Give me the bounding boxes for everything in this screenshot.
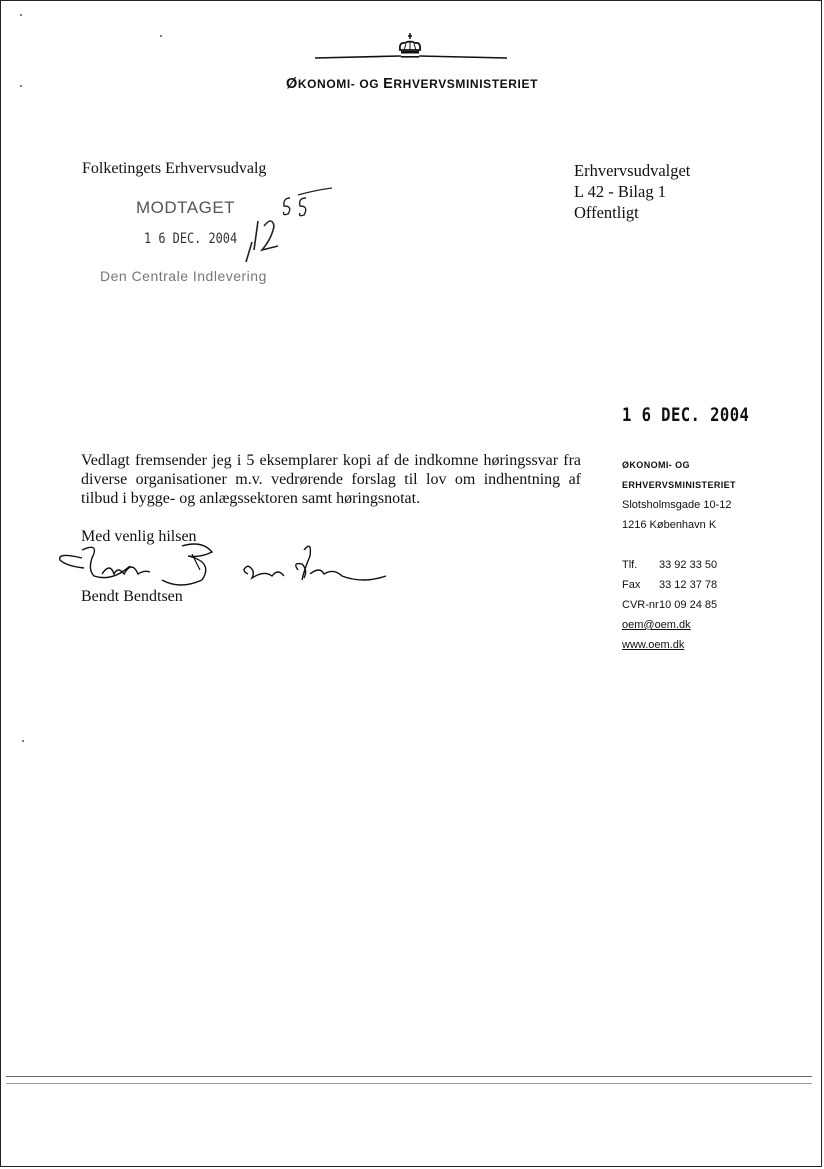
- received-stamp-date: 1 6 DEC. 2004: [144, 231, 238, 247]
- handwritten-time-mark-icon: [238, 186, 338, 266]
- sender-cvr-row: [622, 595, 736, 615]
- sender-phone-row: [622, 555, 736, 575]
- sender-org-line1: ØKONOMI- OG: [622, 460, 690, 470]
- scan-speck: [22, 740, 24, 742]
- phone-label: Tlf.: [622, 559, 638, 571]
- scan-speck: [20, 14, 22, 16]
- sender-address-city: 1216 København K: [622, 519, 717, 531]
- reference-bill: L 42 - Bilag 1: [574, 182, 666, 201]
- signer-name: Bendt Bendtsen: [81, 588, 183, 605]
- date-stamp: 1 6 DEC. 2004: [622, 404, 750, 426]
- crown-crest-icon: [305, 30, 515, 72]
- sender-fax-row: [622, 575, 736, 595]
- reference-status: Offentligt: [574, 203, 639, 222]
- recipient-name: Folketingets Erhvervsudvalg: [82, 160, 267, 177]
- sender-address-street: Slotsholmsgade 10-12: [622, 499, 732, 511]
- sender-info: [622, 455, 736, 655]
- sender-web-link[interactable]: www.oem.dk: [622, 639, 685, 651]
- received-stamp-department: Den Centrale Indlevering: [100, 268, 267, 284]
- phone-value: 33 92 33 50: [659, 559, 718, 571]
- closing-salutation: Med venlig hilsen: [81, 528, 197, 545]
- ministry-letterhead-title: ØKONOMI- OG ERHVERVSMINISTERIET: [285, 76, 539, 92]
- sender-email-link[interactable]: oem@oem.dk: [622, 619, 691, 631]
- reference-committee: Erhvervsudvalget: [574, 161, 691, 180]
- reference-block: [574, 160, 690, 223]
- sender-org-line2: ERHVERVSMINISTERIET: [622, 480, 736, 490]
- sender-spacer: [622, 535, 736, 555]
- scan-speck: [160, 35, 162, 37]
- cvr-label: CVR-nr: [622, 599, 659, 611]
- fax-label: Fax: [622, 579, 641, 591]
- cvr-value: 10 09 24 85: [659, 599, 718, 611]
- footer-rule: [6, 1076, 812, 1084]
- received-stamp-label: MODTAGET: [136, 198, 236, 217]
- fax-value: 33 12 37 78: [659, 579, 718, 591]
- letter-body: Vedlagt fremsender jeg i 5 eksemplarer kopi af de indkomne høringssvar fra diverse organisationer m.v. vedrørende forslag til lov om indhentning af tilbud i bygge- og anlægssektoren samt høringsnotat.: [81, 452, 581, 507]
- scan-speck: [20, 85, 22, 87]
